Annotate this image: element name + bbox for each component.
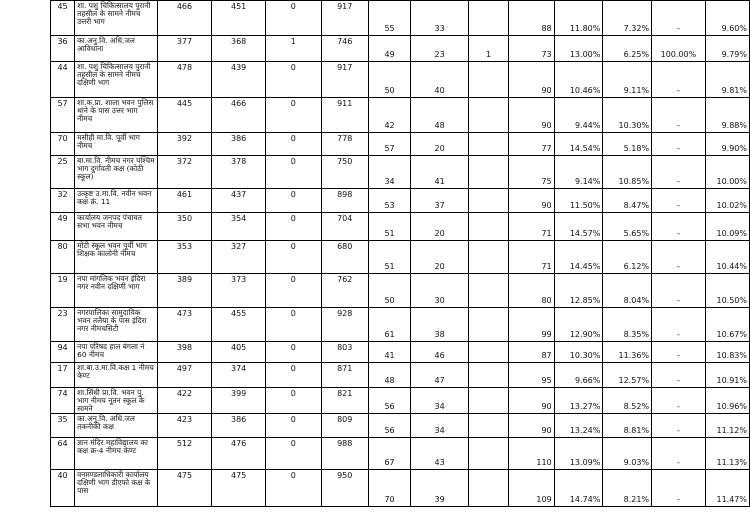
percent-total: 9.90%	[705, 133, 749, 156]
voters-male: 445	[157, 98, 212, 133]
votes-female: 20	[411, 133, 469, 156]
percent-other: -	[652, 388, 706, 414]
percent-female: 5.65%	[603, 213, 652, 241]
table-row	[51, 308, 750, 342]
votes-female: 48	[411, 98, 469, 133]
votes-female: 20	[411, 241, 469, 274]
percent-female: 11.36%	[603, 342, 652, 363]
voters-female: 451	[212, 1, 266, 36]
percent-total: 10.09%	[705, 213, 749, 241]
percent-total: 10.02%	[705, 189, 749, 213]
percent-total: 9.79%	[705, 36, 749, 62]
votes-male: 51	[368, 241, 410, 274]
voters-male: 372	[157, 156, 212, 189]
polling-station-name: मसीही मा.वि. पूर्वी भाग नीमच	[75, 133, 158, 156]
polling-station-name: शा. पशु चिकित्सालय पुरानी तहसील के सामने नीमच दक्षिणी भाग	[75, 62, 158, 98]
votes-total: 99	[509, 308, 555, 342]
votes-male: 70	[368, 470, 410, 507]
percent-female: 10.85%	[603, 156, 652, 189]
voters-total: 917	[321, 62, 368, 98]
table-row	[51, 241, 750, 274]
serial-number: 74	[51, 388, 75, 414]
percent-male: 9.66%	[554, 363, 603, 388]
serial-number: 64	[51, 438, 75, 470]
votes-male: 53	[368, 189, 410, 213]
voters-male: 353	[157, 241, 212, 274]
table-row	[51, 36, 750, 62]
polling-station-name: उत्कृष्ट उ.मा.वि. नवीन भवन कक्ष क्रं. 11	[75, 189, 158, 213]
serial-number: 23	[51, 308, 75, 342]
percent-other: -	[652, 1, 706, 36]
voters-female: 437	[212, 189, 266, 213]
polling-station-name: मोंटी स्कूल भवन पूर्वी भाग शिक्षक कालोनी नीमच	[75, 241, 158, 274]
voters-other: 0	[266, 388, 322, 414]
voters-female: 405	[212, 342, 266, 363]
percent-male: 10.30%	[554, 342, 603, 363]
polling-station-name: वनमण्डलाधिकारी कार्यालय दक्षिणी भाग डीएफो कक्ष के पास	[75, 470, 158, 507]
percent-female: 9.03%	[603, 438, 652, 470]
percent-female: 10.30%	[603, 98, 652, 133]
voters-other: 0	[266, 363, 322, 388]
serial-number: 19	[51, 274, 75, 308]
voters-female: 386	[212, 414, 266, 438]
voters-male: 475	[157, 470, 212, 507]
percent-male: 13.09%	[554, 438, 603, 470]
polling-station-name: नगरपालिका सामुदायिक भवन तलैया के पास इंदिरा नगर नीमचसिटी	[75, 308, 158, 342]
percent-male: 12.85%	[554, 274, 603, 308]
percent-other: -	[652, 274, 706, 308]
polling-station-name: कार्यालय जनपद पंचायत सभा भवन नीमच	[75, 213, 158, 241]
percent-male: 11.50%	[554, 189, 603, 213]
table-row	[51, 438, 750, 470]
table-row	[51, 1, 750, 36]
percent-female: 12.57%	[603, 363, 652, 388]
votes-female: 40	[411, 62, 469, 98]
table-row	[51, 213, 750, 241]
polling-station-name: शा.क.प्रा. शाला भवन पुलिस थाने के पास उत्तर भाग नीमच	[75, 98, 158, 133]
votes-other	[469, 470, 509, 507]
votes-other	[469, 388, 509, 414]
votes-male: 48	[368, 363, 410, 388]
votes-male: 50	[368, 274, 410, 308]
serial-number: 80	[51, 241, 75, 274]
percent-other: -	[652, 414, 706, 438]
percent-male: 12.90%	[554, 308, 603, 342]
percent-female: 5.18%	[603, 133, 652, 156]
votes-female: 38	[411, 308, 469, 342]
voters-other: 0	[266, 213, 322, 241]
percent-male: 9.44%	[554, 98, 603, 133]
voters-female: 476	[212, 438, 266, 470]
votes-total: 90	[509, 388, 555, 414]
table-row	[51, 388, 750, 414]
voters-female: 386	[212, 133, 266, 156]
percent-female: 8.52%	[603, 388, 652, 414]
voters-total: 762	[321, 274, 368, 308]
voters-total: 898	[321, 189, 368, 213]
serial-number: 44	[51, 62, 75, 98]
votes-total: 90	[509, 189, 555, 213]
percent-other: -	[652, 470, 706, 507]
voters-female: 374	[212, 363, 266, 388]
votes-male: 56	[368, 388, 410, 414]
votes-male: 41	[368, 342, 410, 363]
table-row	[51, 62, 750, 98]
voters-other: 0	[266, 342, 322, 363]
polling-station-name: का.अनु.वि. अधि.जल आविधाना	[75, 36, 158, 62]
votes-male: 51	[368, 213, 410, 241]
votes-other	[469, 156, 509, 189]
percent-male: 10.46%	[554, 62, 603, 98]
percent-total: 10.50%	[705, 274, 749, 308]
votes-female: 39	[411, 470, 469, 507]
voters-total: 911	[321, 98, 368, 133]
table-row	[51, 133, 750, 156]
votes-total: 109	[509, 470, 555, 507]
voters-male: 466	[157, 1, 212, 36]
percent-other: -	[652, 189, 706, 213]
votes-female: 43	[411, 438, 469, 470]
polling-station-name: ज्ञान मंदिर महाविद्यालय का कक्ष क्र-4 नीमच केण्ट	[75, 438, 158, 470]
table-row	[51, 98, 750, 133]
votes-female: 47	[411, 363, 469, 388]
percent-total: 9.60%	[705, 1, 749, 36]
table-row	[51, 414, 750, 438]
serial-number: 70	[51, 133, 75, 156]
votes-male: 49	[368, 36, 410, 62]
table-row	[51, 189, 750, 213]
percent-male: 14.74%	[554, 470, 603, 507]
voters-total: 778	[321, 133, 368, 156]
polling-station-name: शा. पशु चिकित्सालय पुरानी तहसील के सामने नीमच उत्तरी भाग	[75, 1, 158, 36]
percent-total: 11.47%	[705, 470, 749, 507]
votes-female: 30	[411, 274, 469, 308]
voters-male: 512	[157, 438, 212, 470]
votes-male: 56	[368, 414, 410, 438]
voters-male: 478	[157, 62, 212, 98]
percent-male: 14.54%	[554, 133, 603, 156]
voters-female: 399	[212, 388, 266, 414]
votes-total: 77	[509, 133, 555, 156]
percent-other: -	[652, 438, 706, 470]
table-row	[51, 363, 750, 388]
voters-other: 0	[266, 156, 322, 189]
serial-number: 25	[51, 156, 75, 189]
votes-other	[469, 62, 509, 98]
votes-female: 37	[411, 189, 469, 213]
percent-female: 9.11%	[603, 62, 652, 98]
voters-total: 917	[321, 1, 368, 36]
percent-other: -	[652, 363, 706, 388]
percent-female: 8.47%	[603, 189, 652, 213]
table-row	[51, 470, 750, 507]
voters-female: 439	[212, 62, 266, 98]
votes-female: 46	[411, 342, 469, 363]
voters-total: 809	[321, 414, 368, 438]
percent-total: 11.13%	[705, 438, 749, 470]
voters-female: 354	[212, 213, 266, 241]
votes-total: 80	[509, 274, 555, 308]
votes-other	[469, 438, 509, 470]
voters-total: 803	[321, 342, 368, 363]
percent-male: 13.00%	[554, 36, 603, 62]
votes-other	[469, 1, 509, 36]
percent-other: -	[652, 98, 706, 133]
votes-other	[469, 363, 509, 388]
voters-other: 0	[266, 241, 322, 274]
voters-male: 377	[157, 36, 212, 62]
percent-male: 14.57%	[554, 213, 603, 241]
voters-female: 378	[212, 156, 266, 189]
voters-other: 0	[266, 470, 322, 507]
votes-female: 23	[411, 36, 469, 62]
voters-total: 680	[321, 241, 368, 274]
votes-total: 88	[509, 1, 555, 36]
voters-total: 750	[321, 156, 368, 189]
votes-male: 34	[368, 156, 410, 189]
votes-male: 55	[368, 1, 410, 36]
voters-female: 466	[212, 98, 266, 133]
polling-station-name: बा.मा.वि. नीमच नगर पश्चिम भाग दुर्गावती कक्ष (कोठी स्कूल)	[75, 156, 158, 189]
serial-number: 45	[51, 1, 75, 36]
voters-male: 392	[157, 133, 212, 156]
percent-total: 10.96%	[705, 388, 749, 414]
votes-total: 90	[509, 414, 555, 438]
percent-male: 11.80%	[554, 1, 603, 36]
votes-total: 71	[509, 213, 555, 241]
serial-number: 57	[51, 98, 75, 133]
serial-number: 32	[51, 189, 75, 213]
votes-male: 67	[368, 438, 410, 470]
percent-female: 6.12%	[603, 241, 652, 274]
percent-female: 8.81%	[603, 414, 652, 438]
voters-total: 928	[321, 308, 368, 342]
voters-total: 871	[321, 363, 368, 388]
percent-other: 100.00%	[652, 36, 706, 62]
voters-other: 0	[266, 414, 322, 438]
voters-total: 704	[321, 213, 368, 241]
serial-number: 35	[51, 414, 75, 438]
votes-male: 50	[368, 62, 410, 98]
votes-other	[469, 213, 509, 241]
percent-male: 13.24%	[554, 414, 603, 438]
polling-station-name: नपा मांगलिक भवन इंदिरा नगर नवीन दक्षिणी भाग	[75, 274, 158, 308]
percent-other: -	[652, 62, 706, 98]
polling-station-name: शा.बा.उ.मा.वि.कक्ष 1 नीमच केण्ट	[75, 363, 158, 388]
votes-other	[469, 133, 509, 156]
votes-total: 90	[509, 62, 555, 98]
voters-other: 0	[266, 62, 322, 98]
voters-other: 0	[266, 274, 322, 308]
votes-total: 95	[509, 363, 555, 388]
percent-total: 10.67%	[705, 308, 749, 342]
percent-male: 13.27%	[554, 388, 603, 414]
serial-number: 94	[51, 342, 75, 363]
votes-other	[469, 274, 509, 308]
voters-female: 455	[212, 308, 266, 342]
percent-total: 9.88%	[705, 98, 749, 133]
percent-female: 8.35%	[603, 308, 652, 342]
voters-male: 473	[157, 308, 212, 342]
votes-total: 75	[509, 156, 555, 189]
percent-other: -	[652, 342, 706, 363]
votes-other: 1	[469, 36, 509, 62]
voters-female: 373	[212, 274, 266, 308]
votes-other	[469, 308, 509, 342]
percent-total: 10.91%	[705, 363, 749, 388]
voters-male: 497	[157, 363, 212, 388]
voters-other: 0	[266, 189, 322, 213]
voters-female: 327	[212, 241, 266, 274]
voters-female: 475	[212, 470, 266, 507]
serial-number: 40	[51, 470, 75, 507]
voters-male: 389	[157, 274, 212, 308]
votes-female: 41	[411, 156, 469, 189]
votes-other	[469, 241, 509, 274]
votes-other	[469, 342, 509, 363]
percent-other: -	[652, 133, 706, 156]
votes-total: 90	[509, 98, 555, 133]
polling-stations-table	[50, 0, 750, 507]
percent-other: -	[652, 156, 706, 189]
percent-total: 10.44%	[705, 241, 749, 274]
votes-female: 33	[411, 1, 469, 36]
polling-station-name: का.अनु.वि. अधि.जल तकनीकी कक्ष	[75, 414, 158, 438]
percent-other: -	[652, 241, 706, 274]
percent-other: -	[652, 308, 706, 342]
votes-total: 110	[509, 438, 555, 470]
voters-male: 423	[157, 414, 212, 438]
voters-female: 368	[212, 36, 266, 62]
votes-other	[469, 189, 509, 213]
table-body	[51, 1, 750, 507]
votes-total: 87	[509, 342, 555, 363]
voters-total: 746	[321, 36, 368, 62]
voters-total: 821	[321, 388, 368, 414]
votes-other	[469, 414, 509, 438]
percent-total: 9.81%	[705, 62, 749, 98]
voters-other: 0	[266, 133, 322, 156]
votes-male: 57	[368, 133, 410, 156]
votes-male: 61	[368, 308, 410, 342]
percent-male: 9.14%	[554, 156, 603, 189]
percent-female: 8.04%	[603, 274, 652, 308]
percent-other: -	[652, 213, 706, 241]
votes-female: 34	[411, 414, 469, 438]
voters-total: 950	[321, 470, 368, 507]
voters-total: 988	[321, 438, 368, 470]
percent-female: 8.21%	[603, 470, 652, 507]
table-row	[51, 274, 750, 308]
voters-other: 0	[266, 1, 322, 36]
serial-number: 36	[51, 36, 75, 62]
polling-station-name: शा.सिंधी प्रा.वि. भवन पु. भाग नीमच नूतन स्कूल के सामने	[75, 388, 158, 414]
voters-other: 0	[266, 98, 322, 133]
percent-female: 6.25%	[603, 36, 652, 62]
table-row	[51, 156, 750, 189]
voters-other: 0	[266, 438, 322, 470]
votes-female: 34	[411, 388, 469, 414]
voters-other: 1	[266, 36, 322, 62]
votes-male: 42	[368, 98, 410, 133]
votes-female: 20	[411, 213, 469, 241]
percent-total: 11.12%	[705, 414, 749, 438]
votes-total: 73	[509, 36, 555, 62]
voters-male: 461	[157, 189, 212, 213]
serial-number: 17	[51, 363, 75, 388]
votes-total: 71	[509, 241, 555, 274]
voters-male: 350	[157, 213, 212, 241]
voters-other: 0	[266, 308, 322, 342]
percent-total: 10.83%	[705, 342, 749, 363]
voters-male: 398	[157, 342, 212, 363]
voters-male: 422	[157, 388, 212, 414]
percent-male: 14.45%	[554, 241, 603, 274]
votes-other	[469, 98, 509, 133]
percent-total: 10.00%	[705, 156, 749, 189]
serial-number: 49	[51, 213, 75, 241]
polling-station-name: नपा परिषद हाल बंगला नं 60 नीमच	[75, 342, 158, 363]
table-row	[51, 342, 750, 363]
percent-female: 7.32%	[603, 1, 652, 36]
